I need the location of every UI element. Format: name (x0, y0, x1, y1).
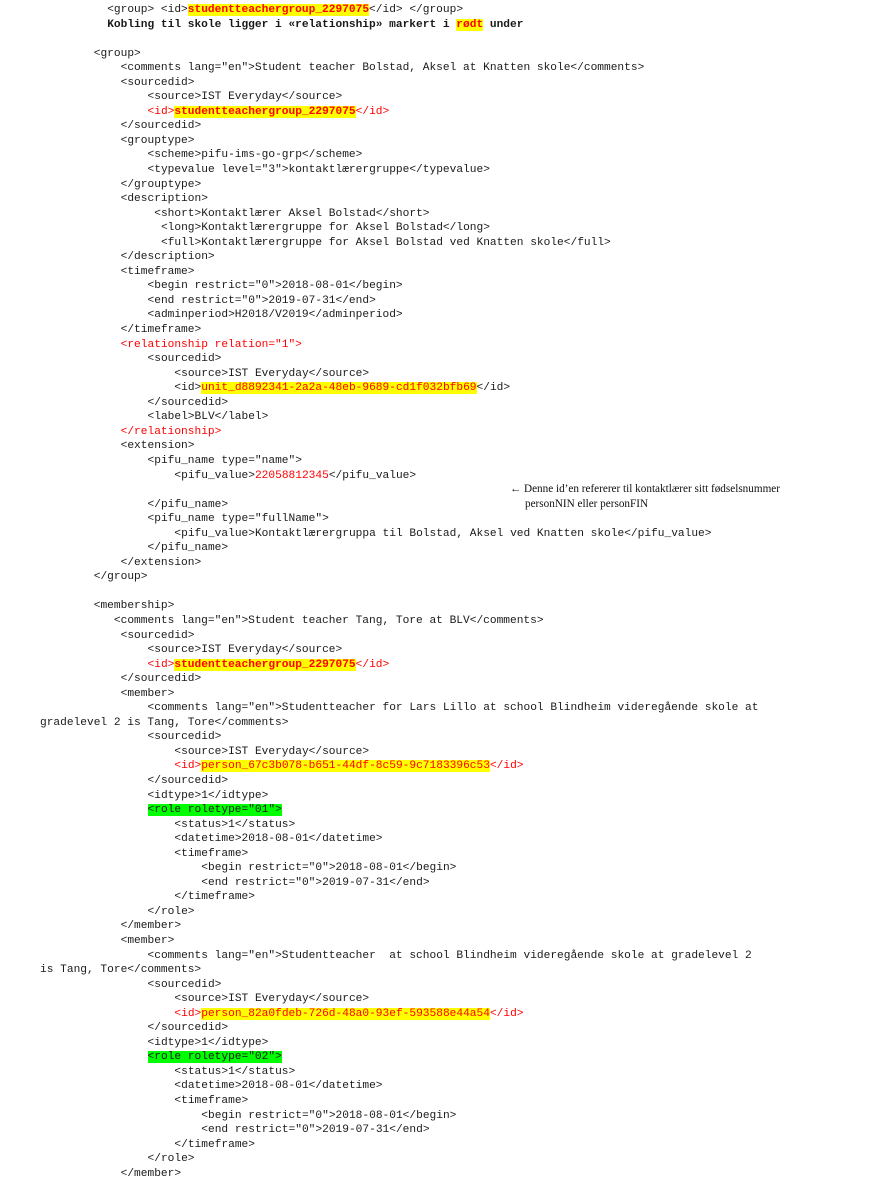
highlighted-text: rødt (456, 18, 484, 31)
code-text: </member> (120, 1167, 182, 1180)
code-line (0, 541, 875, 556)
code-text: <comments lang="en">Student teacher Bolstad, Aksel at Knatten skole</comments> (120, 62, 645, 75)
code-line (0, 745, 875, 760)
highlighted-text: studentteachergroup_2297075 (174, 105, 356, 118)
code-text: <source>IST Everyday</source> (174, 367, 370, 380)
code-text: <label>BLV</label> (147, 411, 269, 424)
code-line (0, 396, 875, 411)
code-line (0, 148, 875, 163)
code-text: </pifu_name> (147, 542, 229, 555)
highlighted-text: </id> (489, 1007, 524, 1020)
code-text: </sourcedid> (147, 1022, 229, 1035)
code-line (0, 876, 875, 891)
code-text: <grouptype> (120, 134, 195, 147)
code-text: </timeframe> (120, 324, 202, 337)
code-text: <timeframe> (120, 265, 195, 278)
code-text: </pifu_name> (147, 498, 229, 511)
code-line (0, 716, 875, 731)
code-text: </member> (120, 920, 182, 933)
code-line (0, 469, 875, 484)
code-text: </sourcedid> (147, 396, 229, 409)
code-line (0, 163, 875, 178)
code-text: </sourcedid> (147, 774, 229, 787)
code-text: </pifu_value> (328, 469, 417, 482)
code-text: <sourcedid> (120, 76, 195, 89)
code-text: <source>IST Everyday</source> (174, 993, 370, 1006)
highlighted-text: studentteachergroup_2297075 (187, 4, 370, 16)
code-text: <source>IST Everyday</source> (147, 644, 343, 657)
highlighted-text: <id> (174, 760, 202, 773)
code-line (0, 774, 875, 789)
code-text: </timeframe> (174, 891, 255, 904)
code-text: <typevalue level="3">kontaktlærergruppe</typevalue> (147, 164, 490, 177)
code-line (0, 119, 875, 134)
code-line (0, 599, 875, 614)
code-line (0, 439, 875, 454)
code-text: <end restrict="0">2019-07-31</end> (201, 876, 430, 889)
code-line (0, 1109, 875, 1124)
code-line (0, 308, 875, 323)
code-line (0, 643, 875, 658)
code-line (0, 818, 875, 833)
code-line (0, 803, 875, 818)
code-line (0, 1138, 875, 1153)
code-line (0, 1021, 875, 1036)
code-line (0, 294, 875, 309)
code-text: <sourcedid> (147, 978, 222, 991)
code-text: <datetime>2018-08-01</datetime> (174, 1080, 383, 1093)
highlighted-text: </id> (355, 658, 390, 671)
code-line (0, 978, 875, 993)
code-text: <short>Kontaktlærer Aksel Bolstad</short> (154, 207, 430, 220)
code-line (0, 919, 875, 934)
code-text: </grouptype> (120, 178, 202, 191)
code-text: <end restrict="0">2019-07-31</end> (201, 1124, 430, 1137)
code-line (0, 1036, 875, 1051)
code-line (0, 861, 875, 876)
code-text: <begin restrict="0">2018-08-01</begin> (201, 1109, 457, 1122)
code-text: </role> (147, 905, 195, 918)
code-text: <source>IST Everyday</source> (174, 745, 370, 758)
code-line (0, 658, 875, 673)
code-line (0, 76, 875, 91)
code-text: <pifu_value>Kontaktlærergruppa til Bolstad, Aksel ved Knatten skole</pifu_value> (174, 527, 712, 540)
code-line (0, 701, 875, 716)
code-line (0, 425, 875, 440)
code-line (0, 527, 875, 542)
code-line (0, 614, 875, 629)
code-line (0, 61, 875, 76)
code-text: <adminperiod>H2018/V2019</adminperiod> (147, 309, 403, 322)
code-text: <begin restrict="0">2018-08-01</begin> (147, 280, 403, 293)
highlighted-text: <relationship relation="1"> (120, 338, 302, 351)
code-line (0, 192, 875, 207)
code-text: <extension> (120, 440, 195, 453)
code-text: </sourcedid> (120, 120, 202, 133)
code-text: <pifu_name type="name"> (147, 454, 302, 467)
code-text: <idtype>1</idtype> (147, 789, 269, 802)
code-text: <end restrict="0">2019-07-31</end> (147, 294, 376, 307)
code-line (0, 992, 875, 1007)
highlighted-text: person_67c3b078-b651-44df-8c59-9c7183396c53 (201, 760, 490, 773)
annotation-note (510, 482, 850, 512)
code-text: <membership> (93, 600, 175, 613)
code-text: <sourcedid> (147, 353, 222, 366)
code-text: </id> (476, 382, 511, 395)
code-line (0, 629, 875, 644)
code-line (0, 512, 875, 527)
code-line (0, 1079, 875, 1094)
code-line (0, 1050, 875, 1065)
highlighted-text: person_82a0fdeb-726d-48a0-93ef-593588e44a54 (201, 1007, 490, 1020)
code-line (0, 265, 875, 280)
code-text: <comments lang="en">Studentteacher at school Blindheim videregående skole at gradelevel 2 (147, 949, 752, 962)
code-text: <pifu_name type="fullName"> (147, 513, 329, 526)
code-line (0, 352, 875, 367)
code-line (0, 105, 875, 120)
code-text: <group> <id> (107, 4, 188, 16)
highlighted-text: </id> (489, 760, 524, 773)
highlighted-text: <id> (147, 105, 175, 118)
code-text: <member> (120, 687, 175, 700)
code-line (0, 3, 875, 18)
code-line (0, 454, 875, 469)
code-line (0, 338, 875, 353)
code-text: <status>1</status> (174, 1065, 296, 1078)
code-line (0, 18, 875, 33)
annotation-line-1: ← Denne id’en refererer til kontaktlærer sitt fødselsnummer (510, 483, 780, 495)
code-line (0, 410, 875, 425)
code-line (0, 687, 875, 702)
code-text: <source>IST Everyday</source> (147, 91, 343, 104)
code-text: </extension> (120, 556, 202, 569)
code-line (0, 381, 875, 396)
code-line (0, 1167, 875, 1182)
code-text: <long>Kontaktlærergruppe for Aksel Bolstad</long> (160, 222, 490, 235)
code-line (0, 279, 875, 294)
code-line (0, 236, 875, 251)
code-text: <timeframe> (174, 1095, 249, 1108)
highlighted-text: 22058812345 (254, 469, 329, 482)
code-line (0, 47, 875, 62)
code-text: <timeframe> (174, 847, 249, 860)
code-line (0, 207, 875, 222)
code-text: Kobling til skole ligger i «relationship» markert i (107, 18, 457, 31)
code-text: <idtype>1</idtype> (147, 1036, 269, 1049)
code-line (0, 250, 875, 265)
blank-line (0, 32, 875, 47)
code-line (0, 832, 875, 847)
highlighted-text: <role roletype="01"> (147, 804, 282, 817)
code-line (0, 570, 875, 585)
code-line (0, 905, 875, 920)
code-text: <scheme>pifu-ims-go-grp</scheme> (147, 149, 363, 162)
code-text: <pifu_value> (174, 469, 255, 482)
code-text: <group> (93, 47, 141, 60)
code-line (0, 323, 875, 338)
highlighted-text: <role roletype="02"> (147, 1051, 282, 1064)
code-line (0, 134, 875, 149)
code-line (0, 963, 875, 978)
highlighted-text: unit_d8892341-2a2a-48eb-9689-cd1f032bfb69 (201, 382, 477, 395)
code-line (0, 1152, 875, 1167)
code-line (0, 949, 875, 964)
highlighted-text: </id> (355, 105, 390, 118)
code-text: <member> (120, 935, 175, 947)
code-text: under (483, 18, 524, 31)
code-line (0, 367, 875, 382)
code-text: <datetime>2018-08-01</datetime> (174, 833, 383, 846)
code-text: </description> (120, 251, 215, 264)
code-line (0, 934, 875, 949)
highlighted-text: studentteachergroup_2297075 (174, 658, 356, 671)
code-text: </role> (147, 1153, 195, 1166)
highlighted-text: </relationship> (120, 425, 222, 438)
code-line (0, 1094, 875, 1109)
code-line (0, 759, 875, 774)
code-line (0, 890, 875, 905)
highlighted-text: <id> (174, 1007, 202, 1020)
code-text: </id> </group> (369, 4, 464, 16)
annotation-line-2: personNIN eller personFIN (525, 498, 649, 510)
code-line (0, 1065, 875, 1080)
code-line (0, 1123, 875, 1138)
code-text: is Tang, Tore</comments> (40, 964, 202, 977)
code-line (0, 221, 875, 236)
code-text: <sourcedid> (120, 629, 195, 642)
code-line (0, 672, 875, 687)
code-line (0, 730, 875, 745)
code-line (0, 1007, 875, 1022)
highlighted-text: <id> (147, 658, 175, 671)
code-text: <comments lang="en">Student teacher Tang, Tore at BLV</comments> (113, 614, 544, 627)
code-text: <sourcedid> (147, 731, 222, 744)
code-text: gradelevel 2 is Tang, Tore</comments> (40, 716, 289, 729)
code-text: </sourcedid> (120, 673, 202, 686)
xml-document (0, 3, 875, 1181)
code-text: <full>Kontaktlærergruppe for Aksel Bolstad ved Knatten skole</full> (160, 236, 611, 249)
code-text: <description> (120, 193, 208, 206)
code-text: </timeframe> (174, 1138, 255, 1151)
code-line (0, 556, 875, 571)
code-text: <begin restrict="0">2018-08-01</begin> (201, 862, 457, 875)
code-line (0, 847, 875, 862)
code-line (0, 178, 875, 193)
code-line (0, 789, 875, 804)
code-text: <status>1</status> (174, 818, 296, 831)
code-line (0, 90, 875, 105)
code-text: <id> (174, 382, 202, 395)
code-text: </group> (93, 571, 148, 584)
blank-line (0, 585, 875, 600)
code-text: <comments lang="en">Studentteacher for Lars Lillo at school Blindheim videregående skole at (147, 702, 759, 715)
